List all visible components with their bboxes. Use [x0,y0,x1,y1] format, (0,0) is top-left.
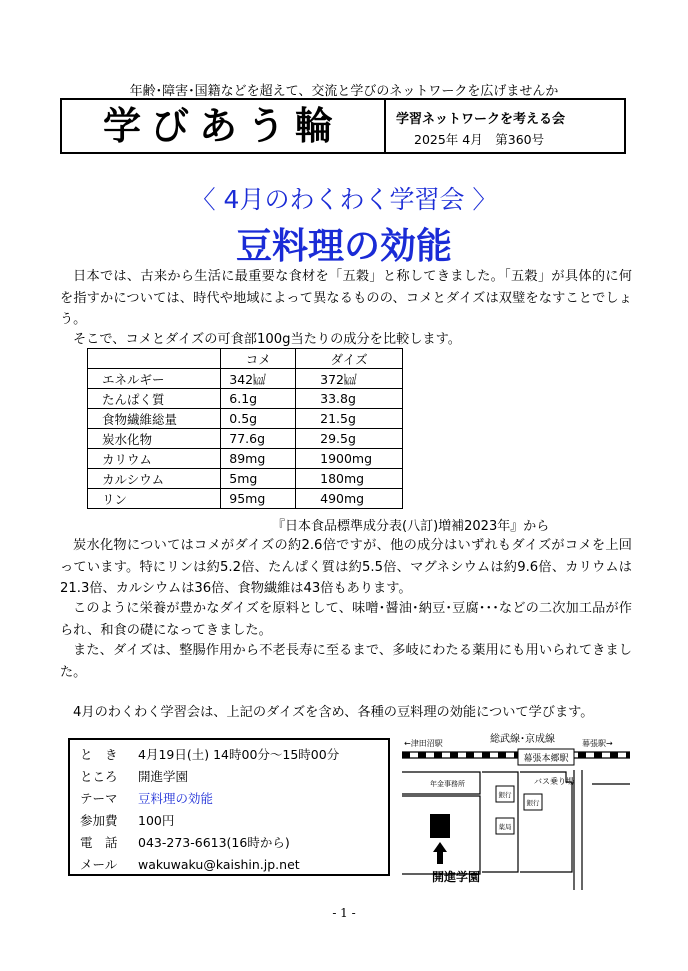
event-value: wakuwaku@kaishin.jp.net [138,857,300,872]
rice-value: 0.5g [221,409,296,429]
event-value: 4月19日(土) 14時00分～15時00分 [138,747,340,762]
station-label: 幕張本郷駅 [523,754,569,764]
bus-stop-label: バス乗り場 [534,777,574,786]
table-row [88,409,403,429]
soy-value: 33.8g [296,389,403,409]
soy-value: 490mg [296,489,403,509]
event-value: 豆料理の効能 [138,791,214,806]
right-station-label: 幕張駅→ [582,739,613,748]
table-row [88,489,403,509]
event-row-time [80,745,339,763]
table-row [88,429,403,449]
railway-line-label: 総武線･京成線 [490,734,555,745]
event-label: 参加費 [80,813,118,828]
soy-value: 21.5g [296,409,403,429]
table-header: ダイズ [296,349,403,369]
table-row [88,449,403,469]
table-header-row [88,349,403,369]
table-header [88,349,221,369]
event-row-theme [80,789,213,807]
table-header: コメ [221,349,296,369]
organization-name: 学習ネットワークを考える会 [396,112,566,127]
page-number: - 1 - [332,906,356,920]
event-label: と き [80,747,118,762]
announcement-paragraph: 4月のわくわく学習会は、上記のダイズを含め、各種の豆料理の効能について学びます。 [73,705,594,720]
bank-label: 銀行 [526,799,540,807]
intro-paragraph: 日本では、古来から生活に最重要な食材を「五穀」と称してきました。「五穀」が具体的に何を指すかについては、時代や地域によって異なるものの、コメとダイズは双璧をなすことでしょう。 [60,269,632,327]
nutrient-name: カリウム [88,449,221,469]
event-row-place [80,767,188,785]
rice-value: 77.6g [221,429,296,449]
nutrient-name: エネルギー [88,369,221,389]
rice-value: 342㎉ [221,369,296,389]
soy-value: 372㎉ [296,369,403,389]
nutrient-name: カルシウム [88,469,221,489]
table-row [88,389,403,409]
up-arrow-icon [433,842,447,864]
event-row-fee [80,811,174,829]
pharmacy-label: 薬局 [498,823,512,831]
medicinal-paragraph: また、ダイズは、整腸作用から不老長寿に至るまで、多岐にわたる薬用にも用いられてきました。 [60,643,632,680]
issue-info: 2025年 4月 第360号 [414,132,545,147]
table-row [88,369,403,389]
soy-value: 180mg [296,469,403,489]
event-value: 043-273-6613(16時から) [138,835,290,850]
table-row [88,469,403,489]
nutrient-name: リン [88,489,221,509]
compare-paragraph: そこで、コメとダイズの可食部100g当たりの成分を比較します。 [73,332,461,347]
nutrition-table [87,348,403,509]
event-row-phone [80,833,290,851]
soy-value: 1900mg [296,449,403,469]
page-title: 豆料理の効能 [235,226,452,267]
event-value: 100円 [138,813,175,828]
event-subtitle: 〈 4月のわくわく学習会 〉 [190,185,498,214]
school-building-marker [430,814,450,838]
bank-label: 銀行 [498,791,512,799]
event-row-email [80,855,300,873]
analysis-paragraph: 炭水化物についてはコメがダイズの約2.6倍ですが、他の成分はいずれもダイズがコメを上回っています。特にリンは約5.2倍、たんぱく質は約5.5倍、マグネシウムは約9.6倍、カリウムは21.3倍、カルシウムは36倍、食物繊維は43倍もあります。 [60,538,632,596]
event-info-box [68,738,390,876]
event-label: 電 話 [80,835,118,850]
event-label: ところ [80,769,118,784]
pension-office-label: 年金事務所 [430,780,465,788]
nutrient-name: 炭水化物 [88,429,221,449]
railway-track [402,752,630,758]
soy-value: 29.5g [296,429,403,449]
processed-foods-paragraph: このように栄養が豊かなダイズを原料として、味噌･醤油･納豆･豆腐･･･などの二次加工品が作られ、和食の礎になってきました。 [60,601,632,638]
masthead [60,98,626,154]
event-label: テーマ [80,791,118,806]
newsletter-logo: 学びあう輪 [62,100,386,152]
nutrient-name: たんぱく質 [88,389,221,409]
rice-value: 6.1g [221,389,296,409]
rice-value: 5mg [221,469,296,489]
event-label: メール [80,857,118,872]
source-citation: 『日本食品標準成分表(八訂)増補2023年』から [272,519,550,534]
rice-value: 95mg [221,489,296,509]
access-map [402,724,630,890]
nutrient-name: 食物繊維総量 [88,409,221,429]
event-value: 開進学園 [138,769,189,784]
left-station-label: ←津田沼駅 [404,739,443,748]
school-label: 開進学園 [432,870,481,884]
rice-value: 89mg [221,449,296,469]
tagline: 年齢･障害･国籍などを超えて、交流と学びのネットワークを広げませんか [129,84,559,99]
